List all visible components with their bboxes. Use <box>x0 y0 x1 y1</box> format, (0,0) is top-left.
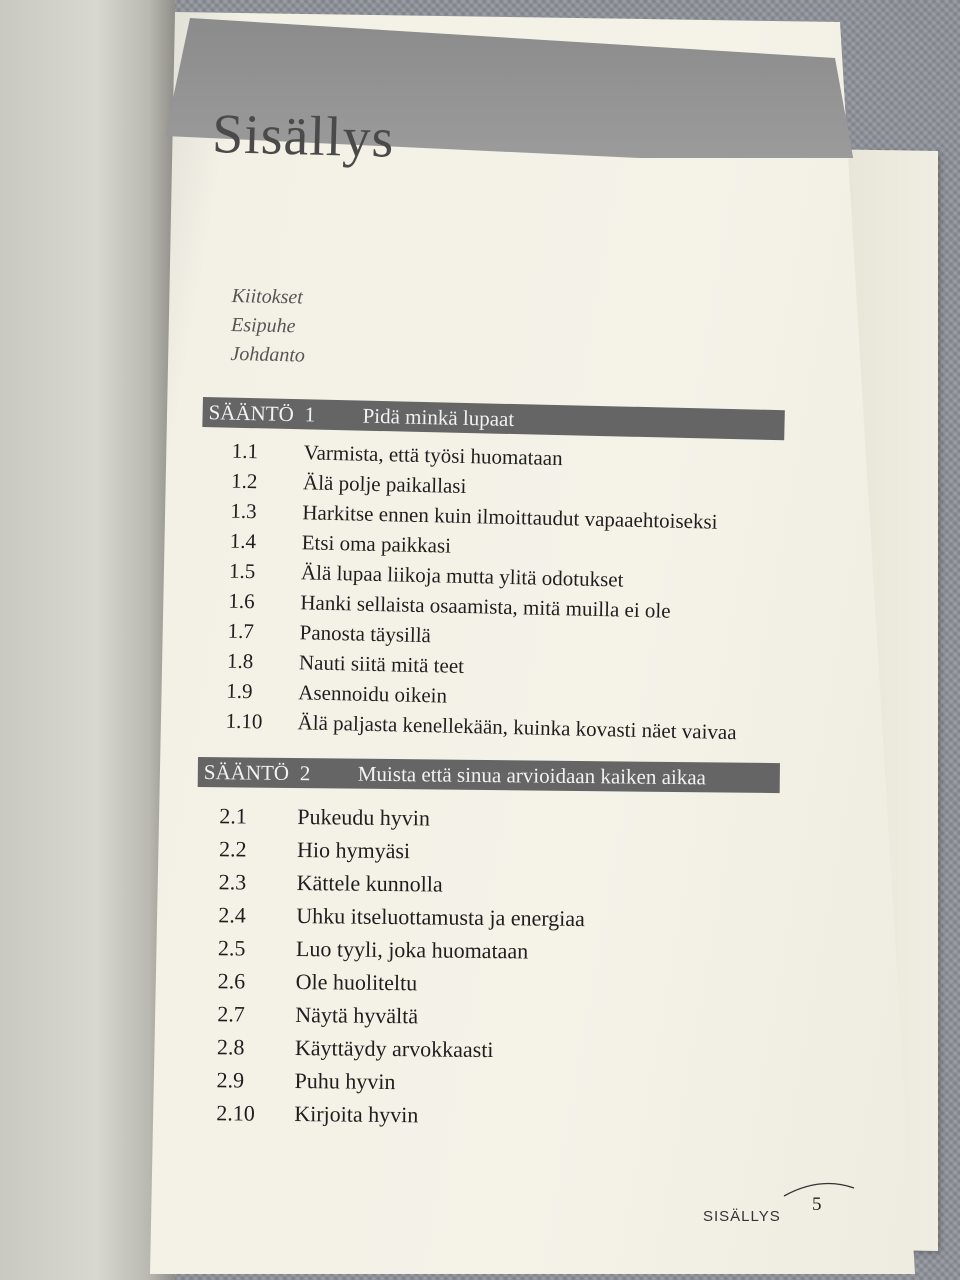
left-page <box>0 0 175 1280</box>
toc-entry-title: Panosta täysillä <box>299 620 432 648</box>
toc-entry-title: Hio hymyäsi <box>296 837 411 864</box>
toc-entry-number: 1.9 <box>226 678 253 704</box>
toc-entry-number: 1.7 <box>227 618 255 644</box>
toc-entry-title: Puhu hyvin <box>294 1068 396 1095</box>
toc-entry-number: 2.6 <box>217 968 246 994</box>
page-title: Sisällys <box>211 102 396 170</box>
toc-list <box>195 435 784 748</box>
rule-title: Pidä minkä lupaat <box>362 403 515 432</box>
rule-word: SÄÄNTÖ <box>203 760 290 785</box>
rule-word: SÄÄNTÖ <box>208 400 295 427</box>
toc-entry-number: 2.10 <box>216 1100 255 1126</box>
rule-section-2 <box>194 757 780 1135</box>
toc-entry-number: 2.7 <box>217 1001 245 1027</box>
toc-entry-title: Käyttäydy arvokkaasti <box>294 1035 494 1063</box>
front-matter-list <box>230 282 306 371</box>
toc-entry-title: Älä polje paikallasi <box>302 470 467 498</box>
page-number: 5 <box>812 1194 822 1215</box>
toc-entry-number: 2.4 <box>218 902 246 928</box>
toc-entry-title: Kirjoita hyvin <box>294 1101 419 1128</box>
toc-entry <box>194 1096 776 1135</box>
toc-list <box>194 799 779 1135</box>
toc-entry-number: 1.2 <box>230 468 258 494</box>
toc-entry-number: 2.1 <box>219 803 248 829</box>
toc-entry-title: Ole huoliteltu <box>295 969 418 996</box>
toc-entry-title: Varmista, että työsi huomataan <box>303 440 563 471</box>
toc-entry-number: 1.6 <box>228 588 255 614</box>
toc-entry-number: 1.1 <box>231 438 259 464</box>
toc-entry-title: Etsi oma paikkasi <box>301 530 452 558</box>
toc-entry-title: Kättele kunnolla <box>296 870 443 897</box>
toc-entry-title: Näytä hyvältä <box>295 1002 419 1029</box>
toc-entry-number: 2.3 <box>218 869 247 895</box>
toc-entry-title: Asennoidu oikein <box>298 680 448 708</box>
front-matter-item: Kiitokset <box>231 284 304 309</box>
toc-entry-number: 1.10 <box>225 708 263 734</box>
rule-number: 1 <box>304 402 316 427</box>
front-matter-item: Johdanto <box>230 342 306 367</box>
rule-section-1 <box>195 397 785 748</box>
toc-entry-number: 1.5 <box>228 558 256 584</box>
toc-entry-title: Nauti siitä mitä teet <box>298 650 465 678</box>
toc-entry-number: 1.3 <box>230 498 257 524</box>
toc-entry-title: Älä paljasta kenellekään, kuinka kovasti näet vaivaa <box>297 710 737 745</box>
toc-entry-title: Hanki sellaista osaamista, mitä muilla ei ole <box>300 590 671 623</box>
toc-entry-title: Harkitse ennen kuin ilmoittaudut vapaaehtoiseksi <box>302 500 718 534</box>
toc-entry-title: Älä lupaa liikoja mutta ylitä odotukset <box>300 560 624 592</box>
toc-entry-number: 2.5 <box>217 935 246 961</box>
toc-entry-number: 2.2 <box>218 836 247 862</box>
toc-entry-title: Luo tyyli, joka huomataan <box>295 936 529 964</box>
toc-entry-number: 1.4 <box>229 528 257 554</box>
rule-header-bar <box>198 757 780 793</box>
toc-entry-title: Pukeudu hyvin <box>297 804 431 831</box>
rule-title: Muista että sinua arvioidaan kaiken aikaa <box>357 761 707 790</box>
front-matter-item: Esipuhe <box>230 313 296 338</box>
toc-entry-title: Uhku itseluottamusta ja energiaa <box>296 903 586 932</box>
toc-entry-number: 2.9 <box>216 1067 245 1093</box>
rule-number: 2 <box>299 761 311 786</box>
footer-label: SISÄLLYS <box>703 1208 781 1225</box>
toc-entry-number: 2.8 <box>216 1034 245 1060</box>
toc-entry-number: 1.8 <box>226 648 254 674</box>
